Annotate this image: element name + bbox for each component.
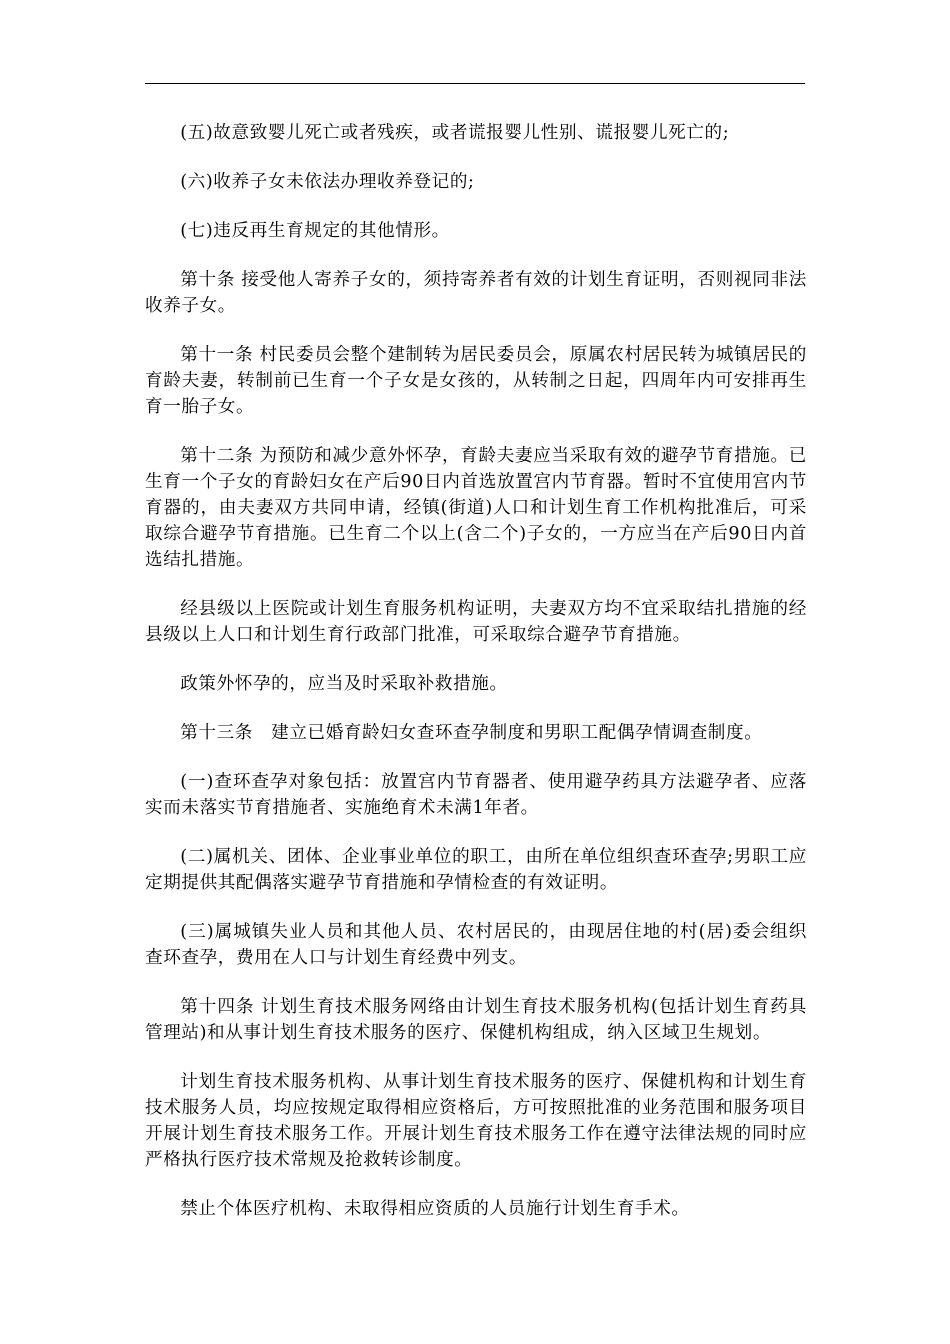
paragraph: (六)收养子女未依法办理收养登记的; xyxy=(180,172,475,192)
paragraph: 第十四条 计划生育技术服务网络由计划生育技术服务机构(包括计划生育药具管理站)和从事计划生育技术服务的医疗、保健机构组成，纳入区域卫生规划。 xyxy=(145,997,807,1043)
paragraph: 第十三条 建立已婚育龄妇女查环查孕制度和男职工配偶孕情调查制度。 xyxy=(180,723,763,743)
paragraph: (五)故意致婴儿死亡或者残疾，或者谎报婴儿性别、谎报婴儿死亡的; xyxy=(180,123,730,143)
paragraph: 第十一条 村民委员会整个建制转为居民委员会，原属农村居民转为城镇居民的育龄夫妻，转制前已生育一个子女是女孩的，从转制之日起，四周年内可安排再生育一胎子女。 xyxy=(145,345,807,417)
paragraph: 政策外怀孕的，应当及时采取补救措施。 xyxy=(180,674,508,694)
paragraph: 第十二条 为预防和减少意外怀孕，育龄夫妻应当采取有效的避孕节育措施。已生育一个子女的育龄妇女在产后90日内首选放置宫内节育器。暂时不宜使用宫内节育器的，由夫妻双方共同申请，经镇(街道)人口和计划生育工作机构批准后，可采取综合避孕节育措施。已生育二个以上(含二个)子女的，一方应当在产后90日内首选结扎措施。 xyxy=(145,446,807,570)
header-rule xyxy=(145,83,805,84)
document-body xyxy=(145,120,807,1245)
paragraph: 经县级以上医院或计划生育服务机构证明，夫妻双方均不宜采取结扎措施的经县级以上人口和计划生育行政部门批准，可采取综合避孕节育措施。 xyxy=(145,599,807,645)
paragraph: (二)属机关、团体、企业事业单位的职工，由所在单位组织查环查孕;男职工应定期提供其配偶落实避孕节育措施和孕情检查的有效证明。 xyxy=(145,847,807,893)
paragraph: (一)查环查孕对象包括：放置宫内节育器者、使用避孕药具方法避孕者、应落实而未落实节育措施者、实施绝育术未满1年者。 xyxy=(145,772,807,818)
paragraph: 禁止个体医疗机构、未取得相应资质的人员施行计划生育手术。 xyxy=(180,1199,690,1219)
paragraph: 第十条 接受他人寄养子女的，须持寄养者有效的计划生育证明，否则视同非法收养子女。 xyxy=(145,270,807,316)
paragraph: (三)属城镇失业人员和其他人员、农村居民的，由现居住地的村(居)委会组织查环查孕，费用在人口与计划生育经费中列支。 xyxy=(145,922,807,968)
paragraph: (七)违反再生育规定的其他情形。 xyxy=(180,221,450,241)
paragraph: 计划生育技术服务机构、从事计划生育技术服务的医疗、保健机构和计划生育技术服务人员，均应按规定取得相应资格后，方可按照批准的业务范围和服务项目开展计划生育技术服务工作。开展计划生育技术服务工作在遵守法律法规的同时应严格执行医疗技术常规及抢救转诊制度。 xyxy=(145,1072,807,1170)
